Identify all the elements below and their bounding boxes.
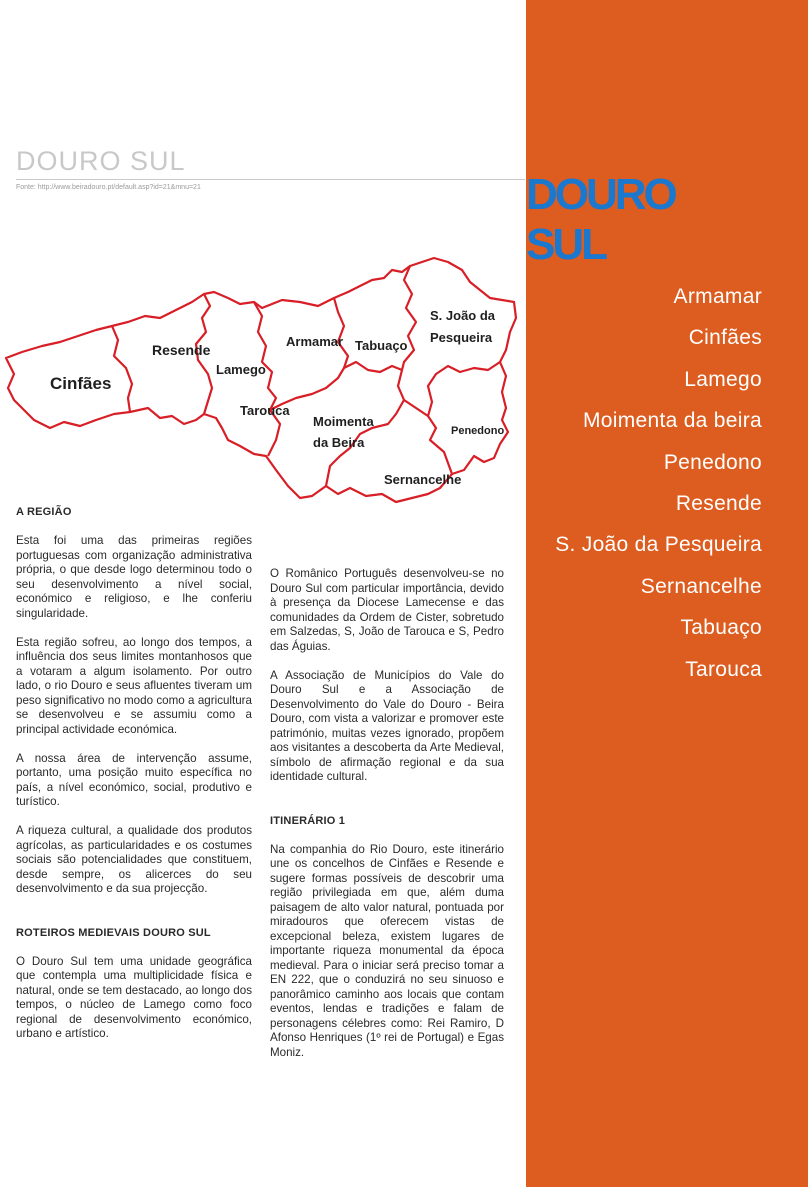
map-label-tabuaco: Tabuaço bbox=[355, 338, 408, 353]
paragraph: O Românico Português desenvolveu-se no Douro Sul com particular importância, devido à presença da Diocese Lamecense e das comunidades da Ordem de Cister, sobretudo em Salzedas, S, João de Tarouca e S, Pedro das Águias. bbox=[270, 567, 504, 653]
municipality-cinfaes: Cinfães bbox=[688, 326, 762, 350]
spacer bbox=[16, 911, 252, 926]
section-heading-roteiros: ROTEIROS MEDIEVAIS DOURO SUL bbox=[16, 926, 211, 939]
map-label-sjoao-line2: Pesqueira bbox=[430, 330, 493, 345]
municipality-tarouca: Tarouca bbox=[685, 657, 762, 681]
page-title: DOURO SUL bbox=[16, 146, 186, 176]
municipality-sao-joao-da-pesqueira: S. João da Pesqueira bbox=[555, 533, 762, 557]
map-label-sjoao-line1: S. João da bbox=[430, 308, 496, 323]
map-label-tarouca: Tarouca bbox=[240, 403, 290, 418]
map-label-resende: Resende bbox=[152, 342, 211, 358]
section-heading-regiao: A REGIÃO bbox=[16, 506, 72, 518]
map-label-lamego: Lamego bbox=[216, 362, 266, 377]
title-divider bbox=[16, 179, 525, 180]
municipality-tabuaco: Tabuaço bbox=[680, 616, 762, 640]
municipality-list bbox=[555, 282, 762, 696]
paragraph: O Douro Sul tem uma unidade geográfica que contempla uma multiplicidade física e natural, onde se tem destacado, ao longo dos tempos, o núcleo de Lamego como foco regional de desenvolvimento económico, urbano e artístico. bbox=[16, 954, 252, 1040]
paragraph: Esta região sofreu, ao longo dos tempos, a influência dos seus limites montanhosos que a votaram a algum isolamento. Por outro lado, o rio Douro e seus afluentes tiveram um peso significativo no modo como a agricultura se desenvolveu e se assumiu como a principal actividade económica. bbox=[16, 635, 252, 736]
paragraph: A riqueza cultural, a qualidade dos produtos agrícolas, as particularidades e os costumes sociais são potencialidades que constituem, desde sempre, os alicerces do seu desenvolvimento e da sua projecção. bbox=[16, 824, 252, 895]
municipality-armamar: Armamar bbox=[673, 285, 762, 308]
spacer bbox=[270, 799, 504, 814]
text-column-right bbox=[270, 567, 504, 1075]
municipality-moimenta-da-beira: Moimenta da beira bbox=[582, 409, 762, 433]
sidebar-panel bbox=[526, 0, 808, 1187]
sidebar-title: DOURO SUL bbox=[526, 170, 675, 269]
paragraph: A Associação de Municípios do Vale do Douro Sul e a Associação de Desenvolvimento do Vale do Douro - Beira Douro, com vista a valorizar e promover este património, muitas vezes ignorado, propõem aos visitantes a descoberta da Arte Medieval, símbolo de afirmação regional e da sua identidade cultural. bbox=[270, 668, 504, 783]
map-label-moimenta-line2: da Beira bbox=[313, 435, 365, 450]
douro-sul-map bbox=[0, 245, 525, 510]
map-label-penedono: Penedono bbox=[451, 425, 505, 437]
map-labels bbox=[50, 308, 504, 487]
paragraph: A nossa área de intervenção assume, portanto, uma posição muito específica no país, a nível económico, social, produtivo e turístico. bbox=[16, 751, 252, 808]
municipality-penedono: Penedono bbox=[663, 450, 762, 474]
border-tabuaco-sjoao bbox=[402, 266, 416, 370]
map-label-sernancelhe: Sernancelhe bbox=[384, 472, 462, 487]
municipality-resende: Resende bbox=[675, 491, 762, 515]
municipality-lamego: Lamego bbox=[684, 367, 762, 391]
paragraph: Na companhia do Rio Douro, este itinerário une os concelhos de Cinfães e Resende e sugere formas possíveis de descobrir uma região privilegiada em que, além duma paisagem de alto valor natural, pontuada por miradouros que oferecem vistas de excepcional beleza, existem lugares de importante riqueza monumental da época medieval. Para o iniciar será preciso tomar a EN 222, que o conduzirá no seu sinuoso e panorâmico caminho aos locais que contam eventos, lendas e tradições e falam de personagens célebres como: Rei Ramiro, D Afonso Henriques (1º rei de Portugal) e Egas Moniz. bbox=[270, 842, 504, 1059]
section-heading-itinerario: ITINERÁRIO 1 bbox=[270, 814, 346, 827]
border-cinfaes-resende bbox=[112, 326, 132, 412]
source-citation: Fonte: http://www.beiradouro.pt/default.asp?id=21&mnu=21 bbox=[16, 184, 201, 191]
border-lamego-armamar bbox=[254, 302, 280, 456]
map-label-moimenta-line1: Moimenta bbox=[313, 414, 374, 429]
map-label-cinfaes: Cinfães bbox=[50, 374, 112, 393]
border-moimenta-penedono bbox=[404, 400, 428, 416]
border-armamar-moimenta bbox=[270, 362, 402, 410]
map-label-armamar: Armamar bbox=[286, 334, 344, 349]
paragraph: Esta foi uma das primeiras regiões portuguesas com organização administrativa própria, o que desde logo determinou todo o seu desenvolvimento a nível social, económico e religioso, e lhe conferiu singularidade. bbox=[16, 534, 252, 620]
municipality-sernancelhe: Sernancelhe bbox=[640, 574, 762, 598]
text-column-left bbox=[16, 505, 252, 1056]
border-sjoao-penedono bbox=[428, 362, 500, 474]
border-armamar-tabuaco bbox=[334, 298, 348, 368]
